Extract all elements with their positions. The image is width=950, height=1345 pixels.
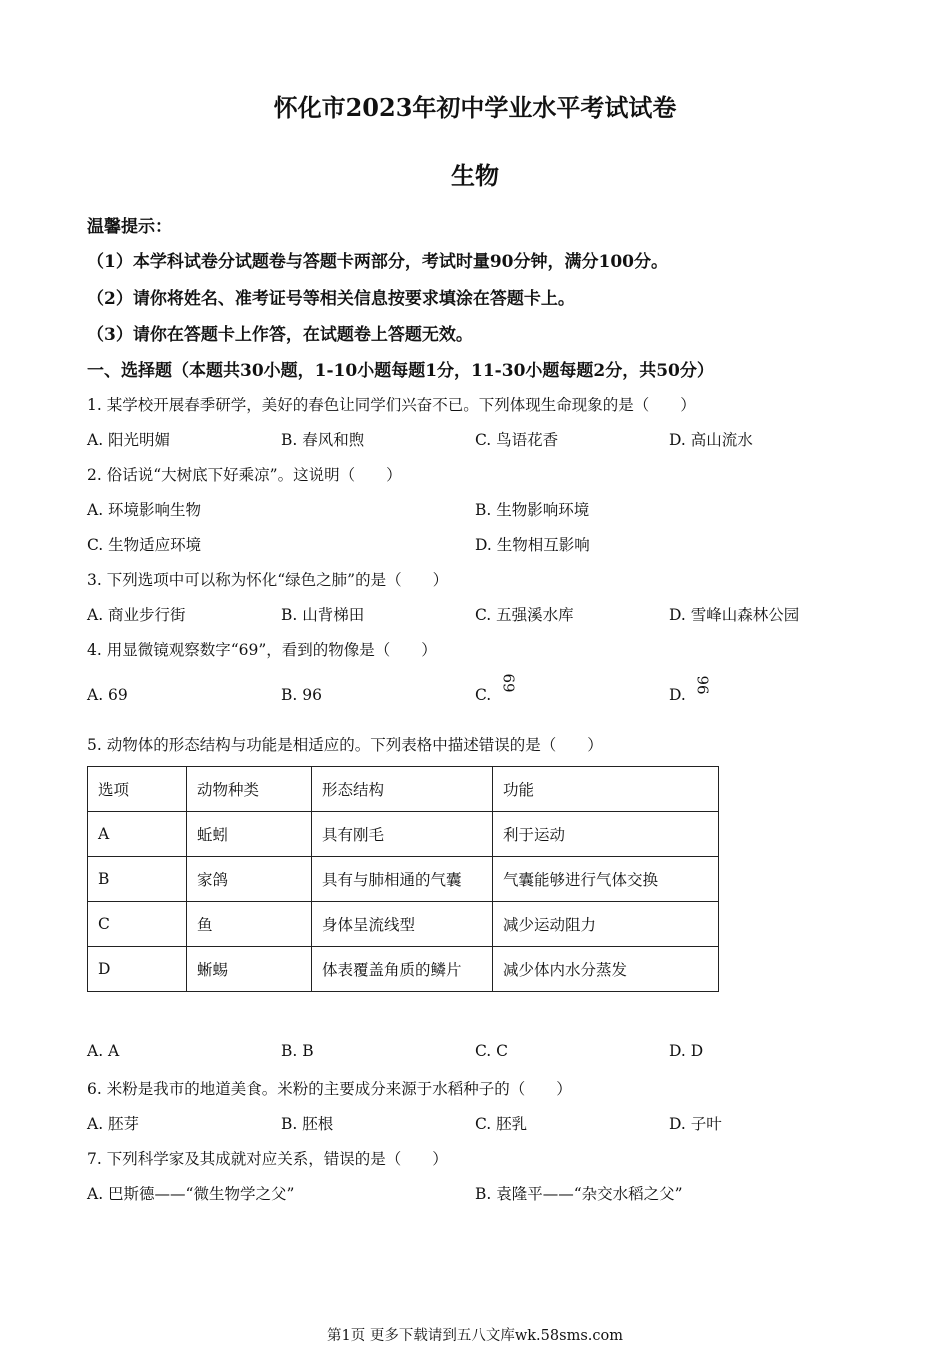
option: C. 鸟语花香: [475, 431, 559, 449]
option: D. 子叶: [669, 1115, 722, 1133]
table-row: [88, 812, 719, 857]
table-cell: 气囊能够进行气体交换: [493, 857, 719, 902]
tips-heading: 温馨提示：: [87, 217, 172, 237]
table-cell: 蚯蚓: [187, 812, 312, 857]
tip-item: （1）本学科试卷分试题卷与答题卡两部分，考试时量90分钟，满分100分。: [87, 252, 668, 272]
option: C. C: [475, 1042, 509, 1060]
option: C.: [475, 686, 492, 704]
option: D. 高山流水: [669, 431, 753, 449]
table-cell: 鱼: [187, 902, 312, 947]
option: D. 雪峰山森林公园: [669, 606, 800, 624]
table-header-cell: 形态结构: [312, 767, 493, 812]
table-cell: B: [88, 857, 187, 902]
option: A. 胚芽: [87, 1115, 140, 1133]
option: B. 袁隆平——“杂交水稻之父”: [475, 1185, 683, 1203]
option: A. 环境影响生物: [87, 501, 202, 519]
option: A. A: [87, 1042, 120, 1060]
option: B. 生物影响环境: [475, 501, 590, 519]
section-heading: 一、选择题（本题共30小题，1-10小题每题1分，11-30小题每题2分，共50分）: [87, 361, 714, 381]
option: A. 巴斯德——“微生物学之父”: [87, 1185, 295, 1203]
table-cell: 减少体内水分蒸发: [493, 947, 719, 992]
table-cell: 利于运动: [493, 812, 719, 857]
table-header-cell: 选项: [88, 767, 187, 812]
tip-item: （3）请你在答题卡上作答，在试题卷上答题无效。: [87, 325, 473, 345]
option: A. 阳光明媚: [87, 431, 171, 449]
table-cell: C: [88, 902, 187, 947]
rotated-digit-image: 96: [693, 675, 712, 695]
option: D.: [669, 686, 686, 704]
option: B. 96: [281, 686, 322, 704]
exam-title: 怀化市2023年初中学业水平考试试卷: [273, 93, 677, 122]
subject-title: 生物: [451, 161, 499, 190]
option: D. D: [669, 1042, 704, 1060]
option: B. 春风和煦: [281, 431, 365, 449]
option: C. 胚乳: [475, 1115, 528, 1133]
option: C. 生物适应环境: [87, 536, 202, 554]
option: A. 商业步行街: [87, 606, 186, 624]
table-cell: 身体呈流线型: [312, 902, 493, 947]
rotated-digit-image: 69: [499, 673, 518, 693]
table-cell: 蜥蜴: [187, 947, 312, 992]
table-cell: 具有与肺相通的气囊: [312, 857, 493, 902]
option: B. B: [281, 1042, 314, 1060]
option: D. 生物相互影响: [475, 536, 590, 554]
question-stem: 1. 某学校开展春季研学，美好的春色让同学们兴奋不已。下列体现生命现象的是（ ）: [87, 396, 696, 414]
table-cell: A: [88, 812, 187, 857]
table-row: [88, 947, 719, 992]
table-row: [88, 857, 719, 902]
question-stem: 6. 米粉是我市的地道美食。米粉的主要成分来源于水稻种子的（ ）: [87, 1080, 572, 1098]
table-header-cell: 功能: [493, 767, 719, 812]
page-footer: 第1页 更多下载请到五八文库wk.58sms.com: [327, 1328, 623, 1344]
option: B. 山背梯田: [281, 606, 365, 624]
table-cell: 体表覆盖角质的鳞片: [312, 947, 493, 992]
table-row: [88, 902, 719, 947]
question-stem: 2. 俗话说“大树底下好乘凉”。这说明（ ）: [87, 466, 402, 484]
answer-table: [87, 766, 719, 992]
table-cell: D: [88, 947, 187, 992]
option: B. 胚根: [281, 1115, 334, 1133]
table-cell: 具有刚毛: [312, 812, 493, 857]
table-header-cell: 动物种类: [187, 767, 312, 812]
question-stem: 7. 下列科学家及其成就对应关系，错误的是（ ）: [87, 1150, 448, 1168]
table-cell: 减少运动阻力: [493, 902, 719, 947]
option: A. 69: [87, 686, 128, 704]
tip-item: （2）请你将姓名、准考证号等相关信息按要求填涂在答题卡上。: [87, 289, 575, 309]
question-stem: 3. 下列选项中可以称为怀化“绿色之肺”的是（ ）: [87, 571, 449, 589]
table-header-row: [88, 767, 719, 812]
table-cell: 家鸽: [187, 857, 312, 902]
question-stem: 5. 动物体的形态结构与功能是相适应的。下列表格中描述错误的是（ ）: [87, 736, 603, 754]
question-stem: 4. 用显微镜观察数字“69”，看到的物像是（ ）: [87, 641, 437, 659]
option: C. 五强溪水库: [475, 606, 574, 624]
